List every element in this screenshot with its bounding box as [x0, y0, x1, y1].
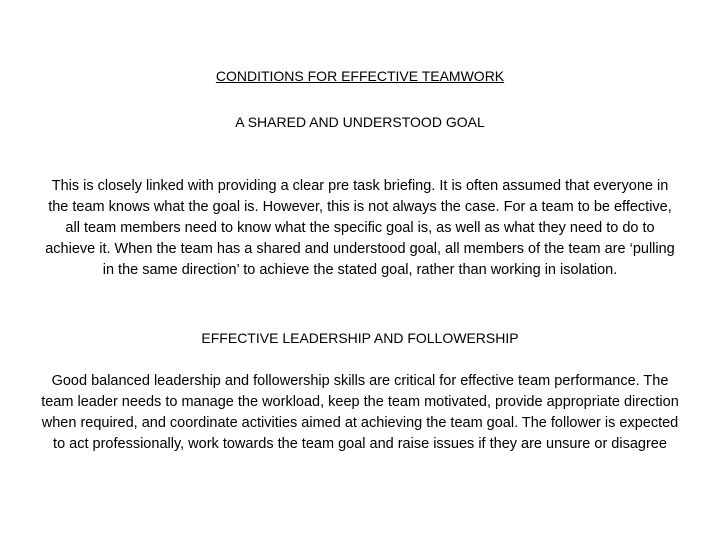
- section-heading-leadership: EFFECTIVE LEADERSHIP AND FOLLOWERSHIP: [201, 330, 519, 346]
- section-body-leadership: Good balanced leadership and followership skills are critical for effective team performance. The team leader needs to manage the workload, keep the team motivated, provide appropriate direction when required, and coordinate activities aimed at achieving the team goal. The follower is expected to act professionally, work towards the team goal and raise issues if they are unsure or disagree: [41, 373, 679, 452]
- section-heading-shared-goal: A SHARED AND UNDERSTOOD GOAL: [235, 114, 485, 130]
- page-title: CONDITIONS FOR EFFECTIVE TEAMWORK: [215, 68, 505, 84]
- section-body-shared-goal: This is closely linked with providing a clear pre task briefing. It is often assumed that everyone in the team knows what the goal is. However, this is not always the case. For a team to be effective, all team members need to know what the specific goal is, as well as what they need to do to achieve it. When the team has a shared and understood goal, all members of the team are ‘pulling in the same direction’ to achieve the stated goal, rather than working in isolation.: [45, 178, 675, 278]
